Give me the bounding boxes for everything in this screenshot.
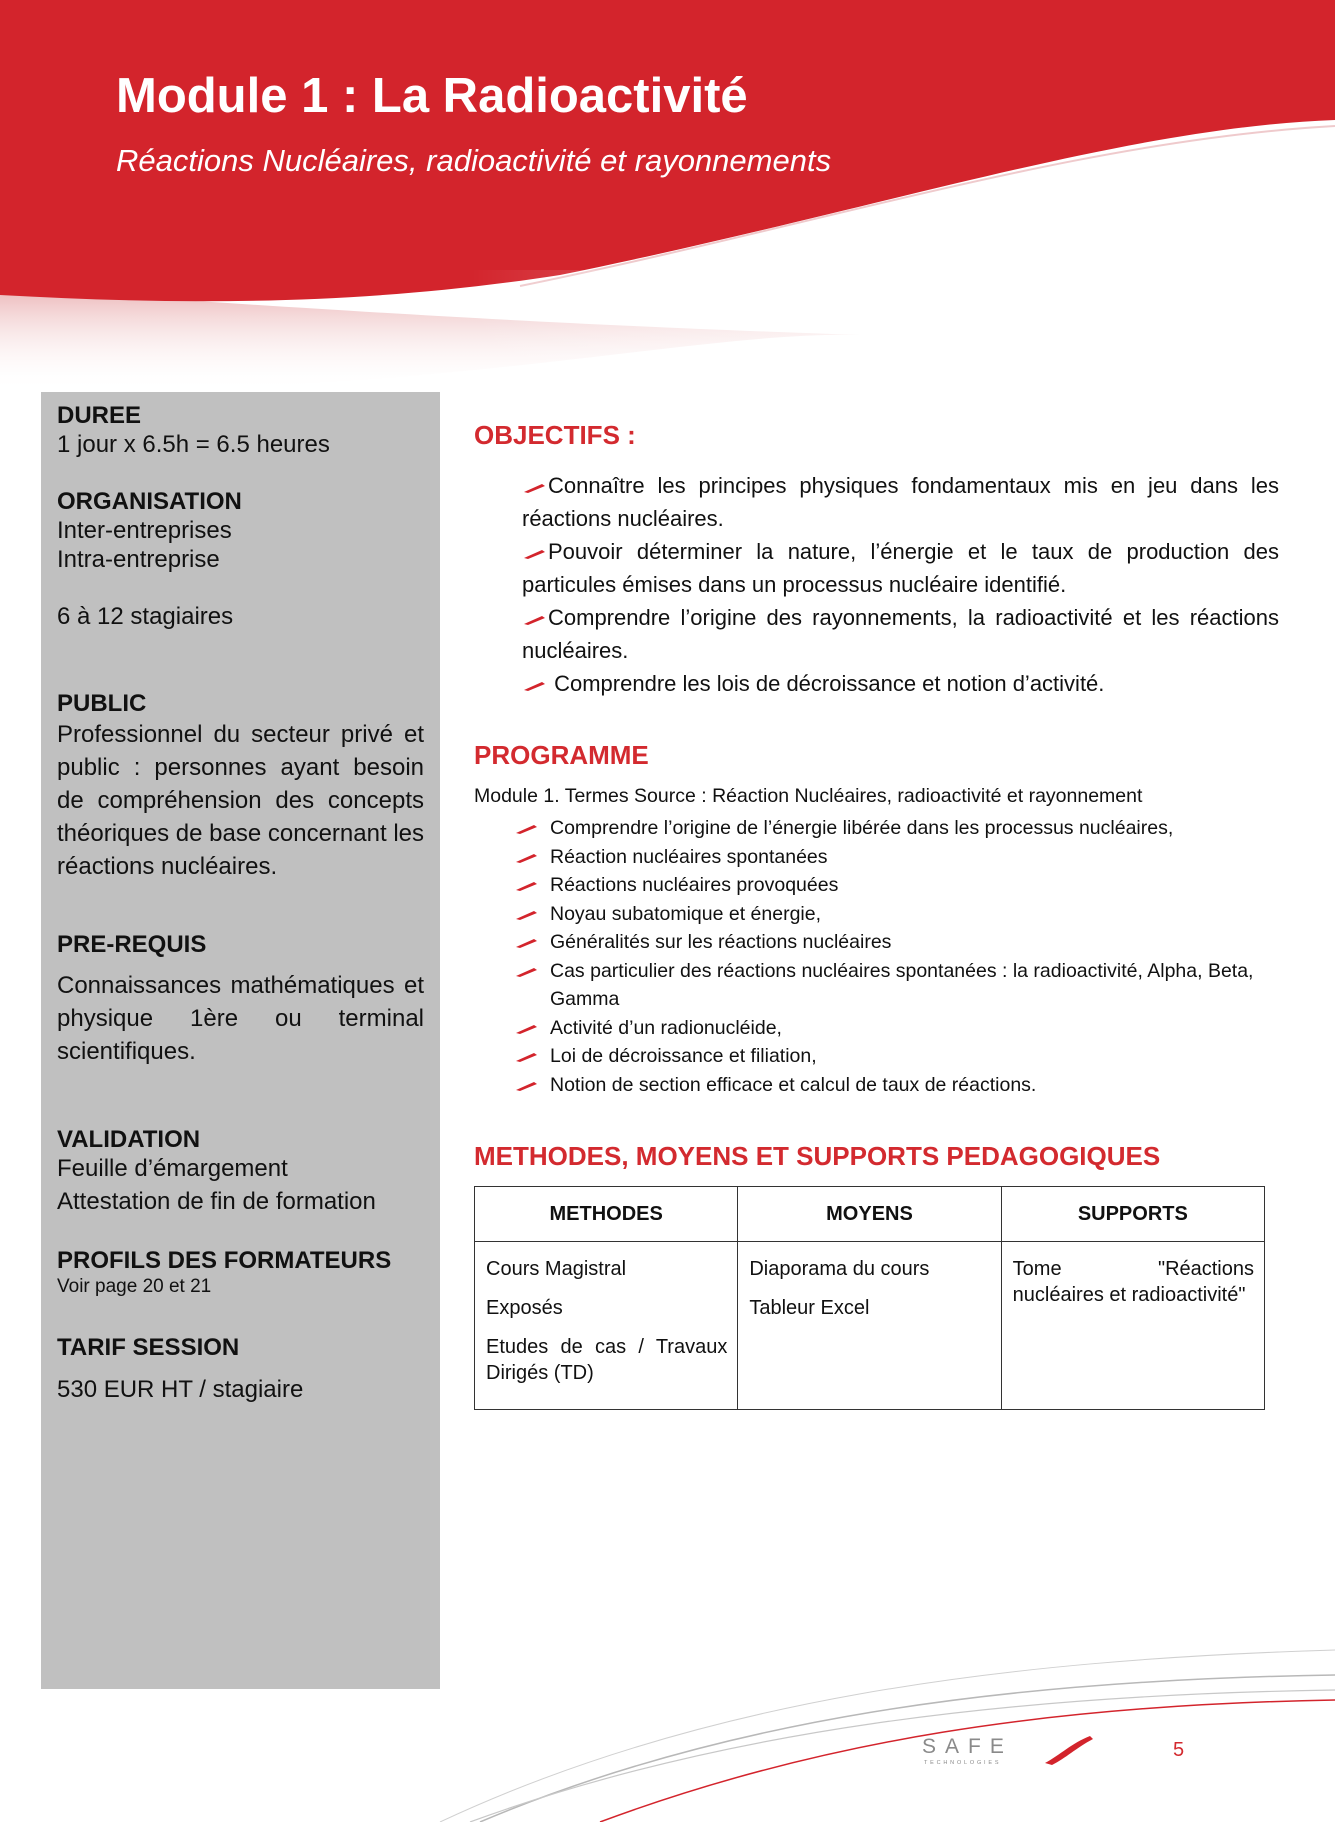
red-swoosh-bullet-icon — [514, 909, 538, 920]
main-content — [474, 420, 1279, 1410]
tarif-label: TARIF SESSION — [57, 1334, 240, 1361]
red-swoosh-bullet-icon — [522, 614, 546, 625]
page-subtitle: Réactions Nucléaires, radioactivité et rayonnements — [116, 143, 832, 178]
table-cell-line: Etudes de cas / Travaux Dirigés (TD) — [486, 1336, 728, 1384]
column-header-moyens: MOYENS — [738, 1187, 1001, 1242]
programme-item: Comprendre l’origine de l’énergie libérée dans les processus nucléaires, — [514, 814, 1279, 843]
methodes-table — [474, 1186, 1265, 1410]
objectif-item: Comprendre l’origine des rayonnements, la radioactivité et les réactions nucléaires. — [522, 605, 1279, 663]
table-cell-line: Exposés — [486, 1297, 563, 1319]
objectifs-list — [522, 469, 1279, 700]
table-row — [475, 1242, 1265, 1410]
column-header-supports: SUPPORTS — [1001, 1187, 1264, 1242]
public-label: PUBLIC — [57, 690, 147, 717]
page-number: 5 — [1173, 1739, 1185, 1761]
column-header-methodes: METHODES — [475, 1187, 738, 1242]
stagiaires-value: 6 à 12 stagiaires — [57, 603, 234, 630]
table-cell-moyens — [738, 1242, 1001, 1410]
red-swoosh-bullet-icon — [514, 1023, 538, 1034]
validation-value: Attestation de fin de formation — [57, 1188, 376, 1215]
red-swoosh-bullet-icon — [514, 966, 538, 977]
objectif-item: Connaître les principes physiques fondamentaux mis en jeu dans les réactions nucléaires. — [522, 473, 1279, 531]
programme-item: Réactions nucléaires provoquées — [514, 871, 1279, 900]
programme-item: Activité d’un radionucléide, — [514, 1014, 1279, 1043]
public-text: Professionnel du secteur privé et public : personnes ayant besoin de compréhension des concepts théoriques de base concernant les réactions nucléaires. — [57, 721, 424, 880]
red-swoosh-bullet-icon — [522, 482, 546, 493]
logo-subtext: TECHNOLOGIES — [924, 1760, 1002, 1766]
red-swoosh-bullet-icon — [514, 1051, 538, 1062]
table-cell-supports — [1001, 1242, 1264, 1410]
programme-item: Cas particulier des réactions nucléaires spontanées : la radioactivité, Alpha, Beta, Gamma — [514, 957, 1279, 1014]
organisation-label: ORGANISATION — [57, 488, 242, 515]
prerequis-label: PRE-REQUIS — [57, 931, 207, 958]
table-cell-line: Diaporama du cours — [749, 1258, 930, 1280]
programme-item: Réaction nucléaires spontanées — [514, 843, 1279, 872]
programme-item: Généralités sur les réactions nucléaires — [514, 928, 1279, 957]
logo-text: SAFE — [922, 1735, 1013, 1758]
profils-label: PROFILS DES FORMATEURS — [57, 1247, 392, 1274]
info-sidebar — [41, 392, 440, 1689]
programme-item: Loi de décroissance et filiation, — [514, 1042, 1279, 1071]
table-cell-methodes — [475, 1242, 738, 1410]
red-swoosh-bullet-icon — [514, 823, 538, 834]
organisation-value: Inter-entreprises — [57, 517, 232, 544]
methodes-title: METHODES, MOYENS ET SUPPORTS PEDAGOGIQUES — [474, 1141, 1161, 1171]
table-cell-line: Tome "Réactions nucléaires et radioactivité" — [1012, 1258, 1254, 1306]
red-swoosh-bullet-icon — [514, 852, 538, 863]
validation-label: VALIDATION — [57, 1126, 201, 1153]
red-swoosh-bullet-icon — [514, 880, 538, 891]
programme-intro: Module 1. Termes Source : Réaction Nucléaires, radioactivité et rayonnement — [474, 785, 1143, 807]
objectif-item: Pouvoir déterminer la nature, l’énergie et le taux de production des particules émises dans un processus nucléaire identifié. — [522, 539, 1279, 597]
objectif-item: Comprendre les lois de décroissance et notion d’activité. — [522, 667, 1279, 700]
header-banner — [0, 0, 1335, 400]
profils-text: Voir page 20 et 21 — [57, 1276, 212, 1297]
page-title: Module 1 : La Radioactivité — [116, 69, 748, 123]
red-swoosh-bullet-icon — [522, 548, 546, 559]
prerequis-text: Connaissances mathématiques et physique 1ère ou terminal scientifiques. — [57, 972, 424, 1065]
footer-curves — [0, 1620, 1335, 1822]
table-header-row — [475, 1187, 1265, 1242]
validation-value: Feuille d’émargement — [57, 1155, 288, 1182]
programme-list — [514, 814, 1279, 1099]
duree-label: DUREE — [57, 402, 142, 429]
organisation-value: Intra-entreprise — [57, 546, 220, 573]
table-cell-line: Tableur Excel — [749, 1297, 870, 1319]
tarif-value: 530 EUR HT / stagiaire — [57, 1376, 304, 1403]
objectifs-title: OBJECTIFS : — [474, 420, 636, 450]
red-swoosh-bullet-icon — [522, 680, 546, 691]
safe-technologies-logo — [920, 1733, 1095, 1767]
logo-swoosh-icon — [1045, 1736, 1093, 1765]
duree-value: 1 jour x 6.5h = 6.5 heures — [57, 431, 330, 458]
red-swoosh-bullet-icon — [514, 937, 538, 948]
table-cell-line: Cours Magistral — [486, 1258, 627, 1280]
programme-item: Noyau subatomique et énergie, — [514, 900, 1279, 929]
red-swoosh-bullet-icon — [514, 1080, 538, 1091]
programme-item: Notion de section efficace et calcul de taux de réactions. — [514, 1071, 1279, 1100]
programme-title: PROGRAMME — [474, 740, 649, 770]
